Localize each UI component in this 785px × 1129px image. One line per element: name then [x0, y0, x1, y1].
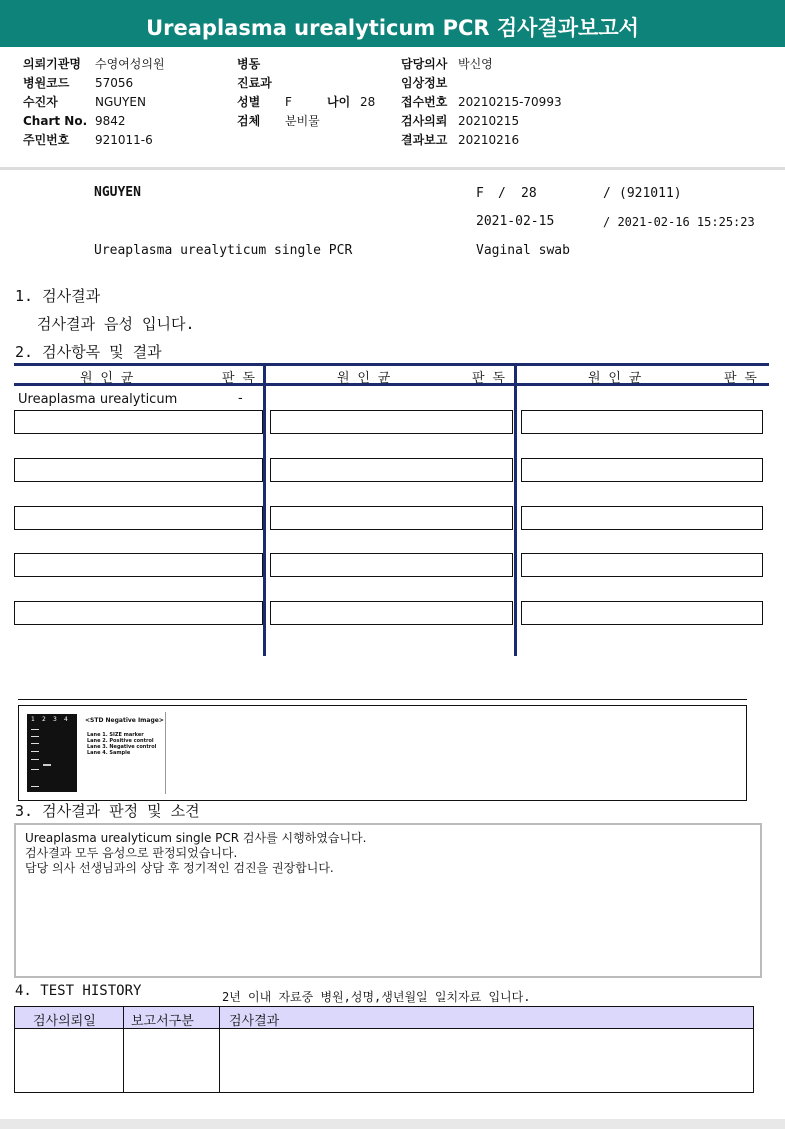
value-hospital-code: 57056: [95, 76, 134, 90]
gel-band: [31, 769, 39, 770]
patient-birth: (921011): [619, 186, 682, 201]
gel-legend: [87, 732, 156, 756]
gel-band: [31, 759, 39, 760]
info-col-2: [237, 57, 387, 133]
table-divider-2: [514, 363, 517, 656]
result-box: [14, 553, 263, 577]
history-header-row: [15, 1007, 753, 1029]
separator-2: /: [603, 186, 611, 201]
header-separator: [0, 167, 785, 170]
value-age: 28: [360, 95, 376, 109]
label-clinical-info: 임상정보: [401, 76, 448, 90]
col1-reading-header: 판 독: [222, 371, 255, 386]
patient-name: NGUYEN: [94, 185, 141, 200]
specimen-type: Vaginal swab: [476, 243, 570, 258]
opinion-text: [25, 831, 366, 876]
label-doctor: 담당의사: [401, 57, 448, 71]
label-age: 나이: [327, 95, 351, 109]
gel-top-rule: [18, 699, 747, 700]
col2-organism-header: 원 인 균: [337, 371, 391, 386]
history-divider-1: [123, 1007, 124, 1092]
section-3-title: 3. 검사결과 판정 및 소견: [15, 802, 200, 820]
gel-positive-band: [43, 764, 51, 766]
history-col-result: 검사결과: [229, 1014, 280, 1029]
info-col-3: [401, 57, 661, 152]
gel-band: [31, 786, 39, 787]
value-patient: NGUYEN: [95, 95, 146, 109]
result-box: [521, 506, 763, 530]
label-request-date: 검사의뢰: [401, 114, 448, 128]
gel-band: [31, 751, 39, 752]
gel-image-panel: [25, 712, 166, 794]
label-hospital-code: 병원코드: [23, 76, 70, 90]
gel-lane-2: 2: [42, 716, 46, 723]
result-box: [270, 506, 513, 530]
label-patient: 수진자: [23, 95, 58, 109]
value-requesting-clinic: 수영여성의원: [95, 57, 165, 71]
test-name: Ureaplasma urealyticum single PCR: [94, 243, 353, 258]
history-note: 2년 이내 자료중 병원,성명,생년월일 일치자료 입니다.: [222, 990, 531, 1004]
gel-image: [27, 714, 77, 792]
opinion-line-3: 담당 의사 선생님과의 상담 후 정기적인 검진을 권장합니다.: [25, 861, 334, 875]
gel-legend-1: Lane 1. SIZE marker: [87, 732, 144, 738]
opinion-line-2: 검사결과 모두 음성으로 판정되었습니다.: [25, 846, 238, 860]
result-box: [270, 458, 513, 482]
patient-sex: F: [476, 186, 484, 201]
value-resident-no: 921011-6: [95, 133, 153, 147]
gel-legend-2: Lane 2. Positive control: [87, 738, 154, 744]
separator-1: /: [498, 186, 506, 201]
report-datetime: / 2021-02-16 15:25:23: [603, 215, 755, 229]
value-report-date: 20210216: [458, 133, 520, 147]
result-box: [14, 506, 263, 530]
label-chart-no: Chart No.: [23, 114, 88, 128]
gel-lane-3: 3: [53, 716, 57, 723]
value-doctor: 박신영: [458, 57, 493, 71]
opinion-line-1: Ureaplasma urealyticum single PCR 검사를 시행하였습니다.: [25, 831, 367, 845]
section-1-result: 검사결과 음성 입니다.: [37, 315, 195, 333]
result-box: [270, 601, 513, 625]
organism-item-1: Ureaplasma urealyticum: [18, 392, 178, 407]
result-box: [521, 601, 763, 625]
result-box: [14, 410, 263, 434]
gel-lane-4: 4: [64, 716, 68, 723]
gel-lane-numbers: [31, 716, 77, 723]
label-department: 진료과: [237, 76, 272, 90]
table-divider-1: [263, 363, 266, 656]
col1-organism-header: 원 인 균: [80, 371, 134, 386]
label-resident-no: 주민번호: [23, 133, 70, 147]
result-box: [14, 601, 263, 625]
gel-lane-1: 1: [31, 716, 35, 723]
result-box: [521, 458, 763, 482]
label-receipt-no: 접수번호: [401, 95, 448, 109]
value-request-date: 20210215: [458, 114, 520, 128]
col2-reading-header: 판 독: [472, 371, 505, 386]
result-box: [270, 410, 513, 434]
history-divider-2: [219, 1007, 220, 1092]
gel-legend-4: Lane 4. Sample: [87, 750, 131, 756]
opinion-box: [14, 823, 762, 978]
label-ward: 병동: [237, 57, 261, 71]
result-box: [14, 458, 263, 482]
result-box: [521, 553, 763, 577]
label-report-date: 결과보고: [401, 133, 448, 147]
col3-organism-header: 원 인 균: [588, 371, 642, 386]
section-1-title: 1. 검사결과: [15, 287, 101, 305]
gel-title: <STD Negative Image>: [85, 717, 164, 724]
history-col-report-type: 보고서구분: [131, 1014, 194, 1029]
section-4-title: 4. TEST HISTORY: [15, 983, 142, 999]
info-col-1: [23, 57, 223, 152]
value-sex: F: [285, 95, 292, 109]
value-chart-no: 9842: [95, 114, 126, 128]
organism-result-1: -: [238, 391, 243, 406]
col3-reading-header: 판 독: [724, 371, 757, 386]
bottom-bar: [0, 1119, 785, 1129]
section-2-title: 2. 검사항목 및 결과: [15, 343, 162, 361]
table-top-line: [14, 363, 769, 366]
result-box: [270, 553, 513, 577]
result-box: [521, 410, 763, 434]
report-title: Ureaplasma urealyticum PCR 검사결과보고서: [0, 0, 785, 47]
history-col-request-date: 검사의뢰일: [33, 1014, 96, 1029]
gel-legend-3: Lane 3. Negative control: [87, 744, 157, 750]
value-specimen: 분비물: [285, 114, 320, 128]
gel-band: [31, 729, 39, 730]
value-receipt-no: 20210215-70993: [458, 95, 562, 109]
history-table: [14, 1006, 754, 1093]
gel-band: [31, 743, 39, 744]
label-sex: 성별: [237, 95, 261, 109]
patient-age: 28: [521, 186, 537, 201]
receipt-date: 2021-02-15: [476, 214, 555, 229]
label-specimen: 검체: [237, 114, 261, 128]
label-requesting-clinic: 의뢰기관명: [23, 57, 81, 71]
gel-band: [31, 736, 39, 737]
